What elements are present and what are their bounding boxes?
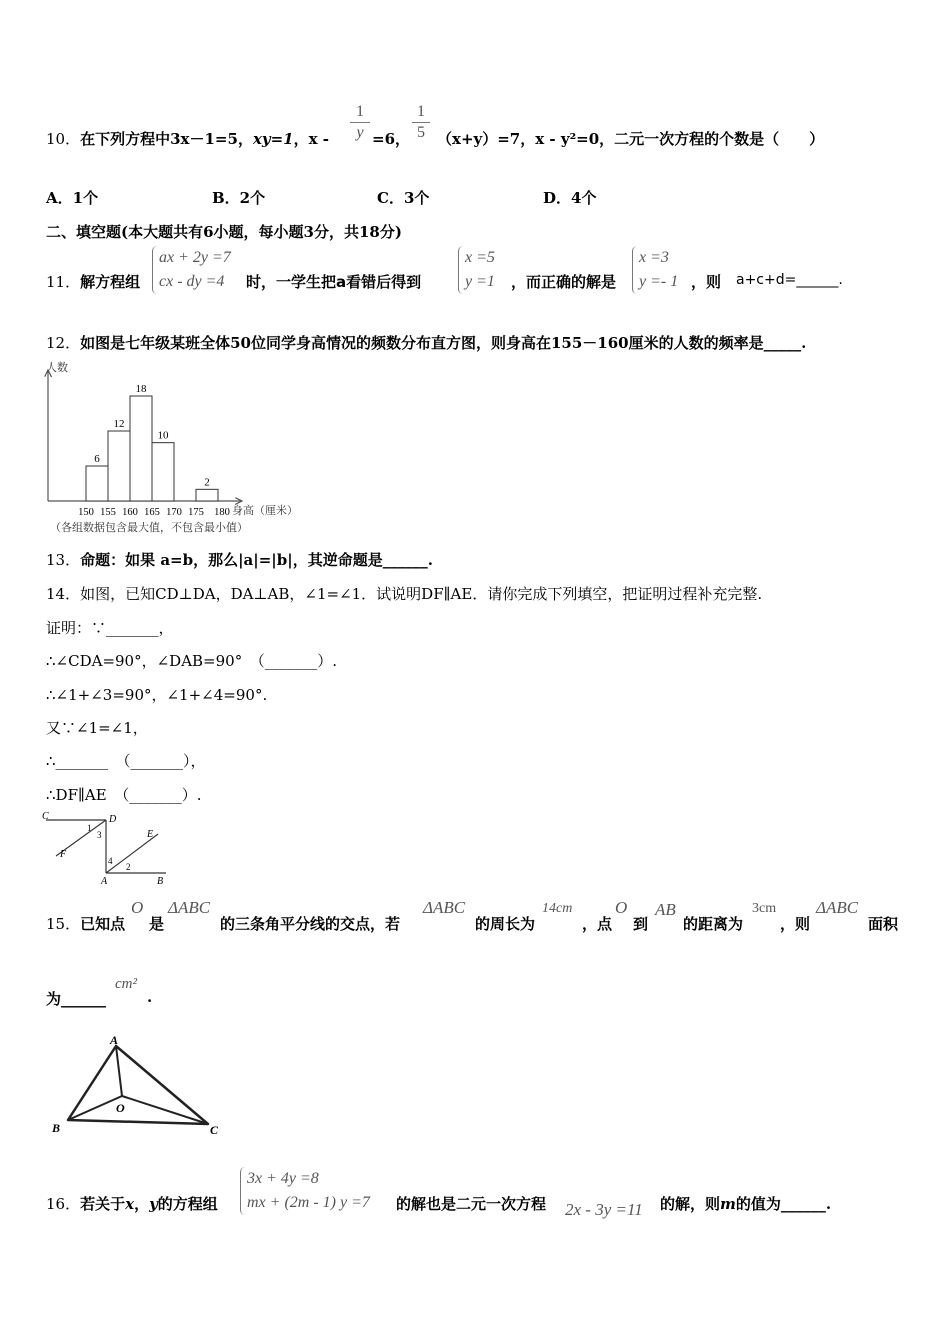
x-tick-label: 165 — [144, 507, 160, 518]
x-axis-label: 身高（厘米） — [232, 505, 298, 517]
q11-system-2: x =5 y =1 — [458, 246, 495, 294]
q15-text-4: 的周长为 — [475, 915, 536, 933]
x-tick-label: 180 — [214, 507, 230, 518]
q15-text-3: 的三条角平分线的交点，若 — [220, 915, 401, 933]
label-a: A — [101, 876, 108, 887]
vertex-c: C — [210, 1123, 219, 1137]
histogram-chart — [40, 358, 320, 538]
angle-3: 3 — [97, 830, 102, 840]
q15-point-o: O — [131, 898, 144, 917]
q10-eq3a: x - — [308, 130, 330, 148]
q14-proof-line-2: ∴∠CDA=90°，∠DAB=90° （_______）. — [46, 652, 337, 670]
q10-eq2: xy=1 — [252, 130, 294, 148]
q14-proof-line-5: ∴_______ （_______）， — [46, 752, 206, 770]
q15-text-5: ，点 — [582, 915, 613, 933]
x-tick-label: 150 — [78, 507, 94, 518]
q15-lead: 15．已知点 — [46, 915, 126, 933]
q10-fraction-1: $\frac{1}{y}$ — [350, 102, 370, 143]
q10-eq1: 3x－1=5 — [170, 130, 238, 148]
histogram-bar-150-155 — [86, 466, 108, 501]
q15-figure — [48, 1034, 228, 1144]
bar-value-label: 2 — [204, 476, 210, 489]
q16-system: 3x + 4y =8 mx + (2m - 1) y =7 — [240, 1167, 370, 1215]
q13-text: 13．命题：如果 a=b，那么|a|=|b|，其逆命题是______. — [46, 551, 433, 569]
q10-line: 10．在下列方程中3x－1=5，xy=1，x - — [46, 130, 330, 148]
x-tick-label: 175 — [188, 507, 204, 518]
triangle-abc — [68, 1046, 208, 1124]
q15-triangle-2: ΔABC — [423, 898, 466, 917]
q11-answer-blank: a+c+d=______. — [736, 272, 843, 288]
q14-text: 14．如图，已知CD⊥DA，DA⊥AB，∠1=∠1．试说明DF∥AE．请你完成下列填空，把证明过程补充完整. — [46, 585, 763, 603]
q15-text-7: 的距离为 — [683, 915, 744, 933]
q15-text-9: 面积 — [868, 915, 899, 933]
x-tick-label: 160 — [122, 507, 138, 518]
section-2-heading: 二、填空题(本大题共有6小题，每小题3分，共18分) — [46, 223, 402, 241]
q16-lead: 16．若关于x，y的方程组 — [46, 1195, 218, 1213]
q10-option-c: C．3个 — [377, 189, 430, 207]
q11-system-3: x =3 y =- 1 — [632, 246, 678, 294]
q10-fraction-2: $\frac{1}{5}$ — [412, 102, 430, 143]
q15-point-o-2: O — [615, 898, 628, 917]
chart-note: （各组数据包含最大值，不包含最小值） — [50, 522, 248, 534]
q10-number: 10． — [46, 130, 81, 148]
x-tick-label: 170 — [166, 507, 182, 518]
label-d: D — [109, 814, 117, 825]
q10-prefix: 在下列方程中 — [80, 130, 171, 148]
histogram-bar-155-160 — [108, 431, 130, 501]
q16-text-3: 的解也是二元一次方程 — [396, 1195, 547, 1213]
q16-equation: 2x - 3y =11 — [565, 1200, 643, 1219]
q14-proof-line-4: 又∵∠1=∠1， — [46, 719, 148, 737]
q11-text-2: 时，一学生把a看错后得到 — [246, 273, 422, 291]
q15-triangle-1: ΔABC — [168, 898, 211, 917]
q15-line-2: 为______ — [46, 990, 107, 1008]
q15-period: . — [147, 988, 153, 1006]
bar-value-label: 10 — [157, 429, 169, 442]
q11-text-3: ，而正确的解是 — [511, 273, 617, 291]
segment-co — [122, 1096, 208, 1124]
label-e: E — [147, 829, 154, 840]
q15-distance: 3cm — [752, 901, 777, 916]
q14-proof-line-3: ∴∠1+∠3=90°，∠1+∠4=90°. — [46, 686, 268, 704]
q14-proof-line-1: 证明：∵_______， — [46, 619, 174, 637]
angle-2: 2 — [126, 862, 131, 872]
bar-value-label: 18 — [135, 383, 147, 395]
histogram-bar-160-165 — [130, 396, 152, 501]
q15-text-8: ，则 — [780, 915, 811, 933]
vertex-b: B — [52, 1121, 61, 1135]
bar-value-label: 12 — [113, 418, 125, 430]
q15-text-2: 是 — [149, 915, 165, 933]
q10-eq4-eq5: （x+y）=7，x - y²=0，二元一次方程的个数是（ ） — [437, 130, 825, 148]
histogram-bar-175-180 — [196, 489, 218, 501]
q11-lead: 11．解方程组 — [46, 273, 141, 291]
q11-system-1: ax + 2y =7 cx - dy =4 — [152, 246, 231, 294]
angle-4: 4 — [108, 856, 113, 866]
q14-figure — [42, 812, 172, 887]
q15-perimeter: 14cm — [542, 901, 573, 916]
label-b: B — [157, 876, 164, 887]
q15-triangle-3: ΔABC — [816, 898, 859, 917]
q16-text-4: 的解，则m的值为______. — [660, 1195, 832, 1213]
q12-text: 12．如图是七年级某班全体50位同学身高情况的频数分布直方图，则身高在155－160厘米的人数的频率是_____. — [46, 334, 807, 352]
histogram-bar-165-170 — [152, 443, 174, 501]
q14-proof-line-6: ∴DF∥AE （_______）. — [46, 786, 202, 804]
x-tick-label: 155 — [100, 507, 116, 518]
label-f: F — [60, 849, 67, 860]
q10-option-b: B．2个 — [212, 189, 266, 207]
segment-ao — [116, 1046, 122, 1096]
angle-1: 1 — [87, 823, 92, 833]
bar-value-label: 6 — [94, 453, 100, 465]
q15-side-ab: AB — [655, 900, 676, 919]
label-c: C — [42, 812, 49, 822]
q15-text-6: 到 — [633, 915, 649, 933]
point-o: O — [116, 1101, 125, 1115]
q15-unit: cm² — [115, 976, 137, 992]
q11-text-4: ，则 — [691, 273, 722, 291]
q10-eq3b: =6， — [372, 130, 411, 148]
vertex-a: A — [110, 1034, 119, 1047]
q10-option-a: A．1个 — [46, 189, 99, 207]
y-axis-label: 人数 — [46, 362, 68, 374]
q10-option-d: D．4个 — [543, 189, 597, 207]
